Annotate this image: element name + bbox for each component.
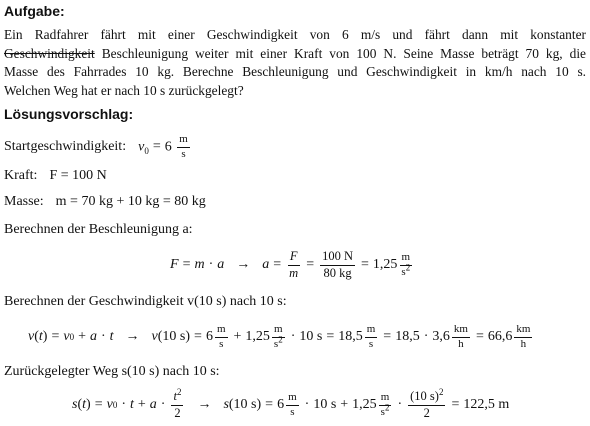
mass-formula: m = 70 kg + 10 kg = 80 kg (55, 194, 206, 209)
start-speed-label: Startgeschwindigkeit: (4, 139, 127, 154)
speed-heading: Berechnen der Geschwindigkeit v(10 s) nach 10 s: (4, 294, 287, 309)
task-line-2 (4, 45, 586, 64)
task-line-1: Ein Radfahrer fährt mit einer Geschwindigkeit von 6 m/s und fährt dann mit konstanter (4, 27, 586, 42)
distance-formula: s ( t ) = v 0 · t + a · $\frac{t^2}{2}$ → s (10 s) = 6 $\frac{m}{s}$ · 10 s + 1,25 $\frac{m}{s^2}$ · $\frac{(10 s)^2}{2}$ = 122,5 m (72, 387, 510, 420)
start-speed-row (4, 132, 192, 162)
mass-label: Masse: (4, 194, 44, 209)
force-label: Kraft: (4, 168, 38, 183)
task-line-4: Welchen Weg hat er nach 10 s zurückgelegt? (4, 82, 244, 98)
solution-heading: Lösungsvorschlag: (4, 106, 134, 122)
task-paragraph (4, 26, 586, 100)
struck-word: Geschwindigkeit (4, 45, 95, 61)
speed-formula: v ( t ) = v 0 + a · t → v (10 s) = 6 $\frac{m}{s}$ + 1,25 $\frac{m}{s^2}$ · 10 s = 18,5 $\frac{m}{s}$ = 18,5 · 3,6 $\frac{km}{h}$ = 66,6 $\frac{km}{h}$ (28, 322, 531, 350)
start-speed-formula: $v_0 = 6$ $\frac{m}{s}$ (138, 132, 188, 160)
acceleration-heading: Berechnen der Beschleunigung a: (4, 222, 193, 237)
force-row (4, 166, 107, 186)
force-formula: F = 100 N (49, 168, 107, 183)
task-line-3: Masse des Fahrrades 10 kg. Berechne Beschleunigung und Geschwindigkeit in km/h nach 10 s. (4, 64, 586, 80)
mass-row (4, 192, 206, 212)
distance-heading: Zurückgelegter Weg s(10 s) nach 10 s: (4, 364, 220, 379)
acceleration-formula: F = m · a → a = $\frac{F}{m}$ = $\frac{100 N}{80 kg}$ = 1,25 $\frac{m}{s^2}$ (170, 249, 411, 280)
task-line-2-rest: Beschleunigung weiter mit einer Kraft von 100 N. Seine Masse beträgt 70 kg, die (94, 45, 586, 61)
task-heading: Aufgabe: (4, 3, 65, 19)
